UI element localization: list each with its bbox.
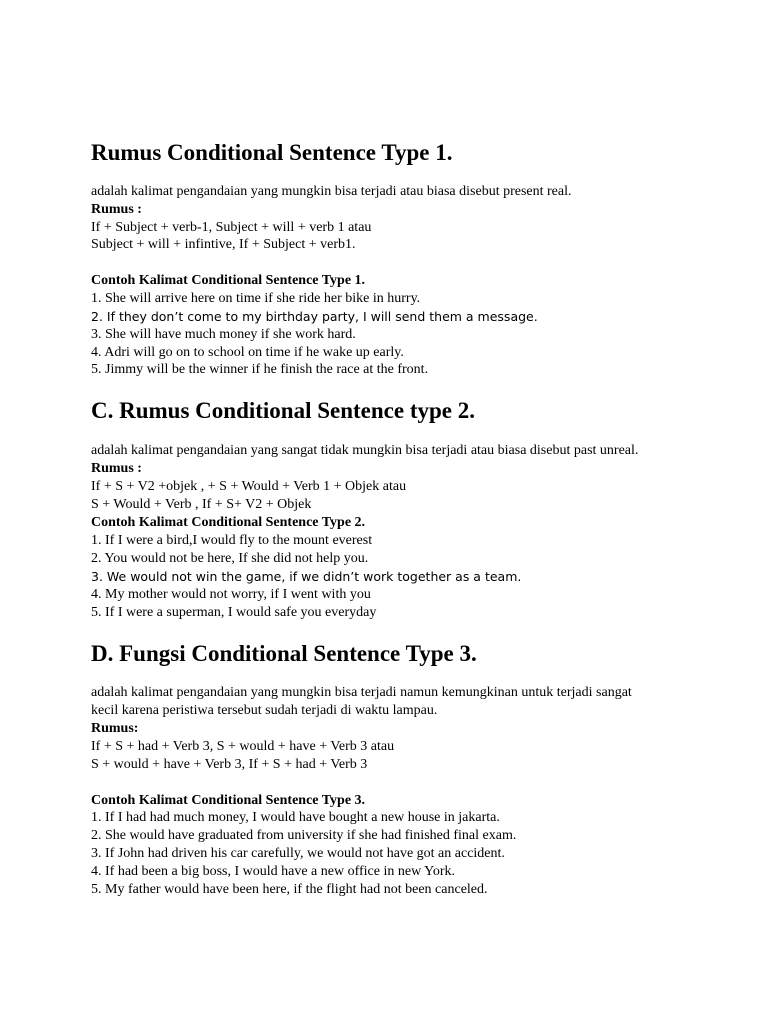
section2-examples-title: Contoh Kalimat Conditional Sentence Type 2. <box>91 515 366 530</box>
section3-examples-title: Contoh Kalimat Conditional Sentence Type 3. <box>91 793 366 808</box>
section3-description-line: kecil karena peristiwa tersebut sudah terjadi di waktu lampau. <box>91 703 438 718</box>
section1-example: 3. She will have much money if she work hard. <box>91 327 356 342</box>
section3-example: 1. If I had had much money, I would have bought a new house in jakarta. <box>91 810 500 825</box>
section2-example: 1. If I were a bird,I would fly to the mount everest <box>91 533 373 548</box>
section1-example: 4. Adri will go on to school on time if he wake up early. <box>91 345 404 360</box>
section1-example: 1. She will arrive here on time if she ride her bike in hurry. <box>91 291 421 306</box>
section1-examples-title: Contoh Kalimat Conditional Sentence Type 1. <box>91 273 366 288</box>
section2-formula-line: If + S + V2 +objek , + S + Would + Verb 1 + Objek atau <box>91 479 407 494</box>
section1-rumus-label: Rumus : <box>91 202 142 217</box>
section1-formula-line: Subject + will + infintive, If + Subject + verb1. <box>91 237 356 252</box>
section2-example: 3. We would not win the game, if we didn’t work together as a team. <box>91 569 522 584</box>
section3-example: 2. She would have graduated from university if she had finished final exam. <box>91 828 517 843</box>
section2-example: 5. If I were a superman, I would safe you everyday <box>91 605 377 620</box>
section2-description: adalah kalimat pengandaian yang sangat tidak mungkin bisa terjadi atau biasa disebut past unreal. <box>91 443 639 458</box>
section3-description-line: adalah kalimat pengandaian yang mungkin bisa terjadi namun kemungkinan untuk terjadi sangat <box>91 685 632 700</box>
section2-example: 4. My mother would not worry, if I went with you <box>91 587 371 602</box>
section1-example: 5. Jimmy will be the winner if he finish the race at the front. <box>91 362 429 377</box>
section1-example: 2. If they don’t come to my birthday party, I will send them a message. <box>91 309 538 324</box>
section1-formula-line: If + Subject + verb-1, Subject + will + verb 1 atau <box>91 220 372 235</box>
section2-rumus-label: Rumus : <box>91 461 142 476</box>
section2-title: C. Rumus Conditional Sentence type 2. <box>91 398 476 423</box>
section2-example: 2. You would not be here, If she did not help you. <box>91 551 369 566</box>
section3-title: D. Fungsi Conditional Sentence Type 3. <box>91 641 477 666</box>
section3-formula-line: If + S + had + Verb 3, S + would + have + Verb 3 atau <box>91 739 395 754</box>
section3-example: 5. My father would have been here, if the flight had not been canceled. <box>91 882 488 897</box>
section1-description: adalah kalimat pengandaian yang mungkin bisa terjadi atau biasa disebut present real. <box>91 184 572 199</box>
section3-example: 4. If had been a big boss, I would have a new office in new York. <box>91 864 456 879</box>
section3-rumus-label: Rumus: <box>91 721 139 736</box>
section3-formula-line: S + would + have + Verb 3, If + S + had + Verb 3 <box>91 757 368 772</box>
section1-title: Rumus Conditional Sentence Type 1. <box>91 140 453 165</box>
section2-formula-line: S + Would + Verb , If + S+ V2 + Objek <box>91 497 312 512</box>
section3-example: 3. If John had driven his car carefully, we would not have got an accident. <box>91 846 505 861</box>
